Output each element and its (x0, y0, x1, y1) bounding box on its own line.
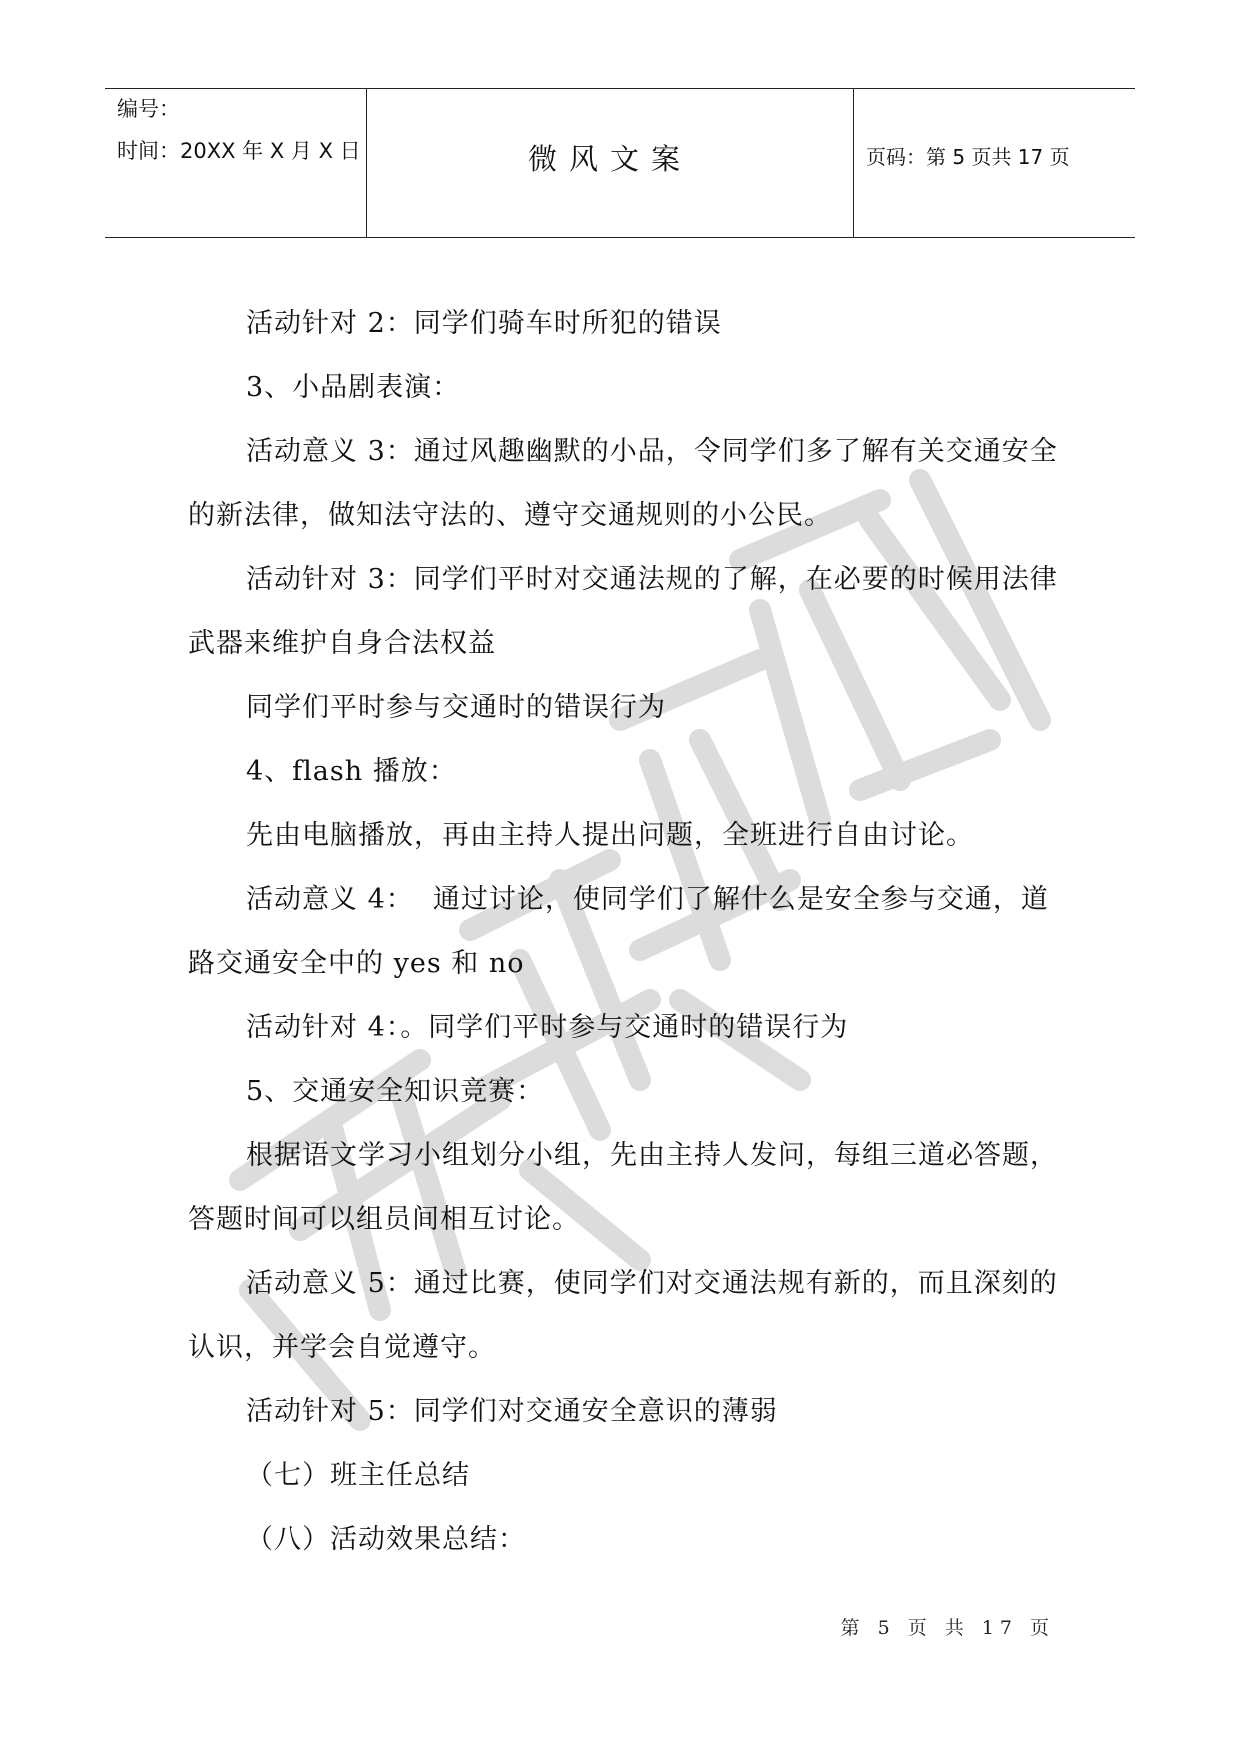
paragraph: 5、交通安全知识竞赛： (246, 1076, 545, 1107)
paragraph: 活动意义 4： 通过讨论，使同学们了解什么是安全参与交通，道路交通安全中的 yes 和 no (188, 884, 1049, 979)
paragraph: （七）班主任总结 (246, 1460, 470, 1491)
paragraph: 活动针对 3：同学们平时对交通法规的了解，在必要的时候用法律武器来维护自身合法权益 (188, 564, 1058, 659)
page-footer: 第 5 页 共 17 页 (840, 1617, 1055, 1639)
paragraph: 活动意义 5：通过比赛，使同学们对交通法规有新的，而且深刻的认识，并学会自觉遵守。 (188, 1268, 1058, 1363)
document-body (188, 292, 1058, 1572)
paragraph: 活动针对 2：同学们骑车时所犯的错误 (246, 308, 722, 339)
paragraph: 活动意义 3：通过风趣幽默的小品，令同学们多了解有关交通安全的新法律，做知法守法的、遵守交通规则的小公民。 (188, 436, 1058, 531)
paragraph: 同学们平时参与交通时的错误行为 (246, 692, 666, 723)
document-title: 微风文案 (527, 142, 692, 176)
paragraph: 3、小品剧表演： (246, 372, 461, 403)
paragraph: 根据语文学习小组划分小组，先由主持人发问，每组三道必答题，答题时间可以组员间相互讨论。 (188, 1140, 1058, 1235)
serial-number-label: 编号： (117, 97, 180, 121)
header-right-cell (854, 89, 1135, 237)
date-label: 时间：20XX 年 X 月 X 日 (117, 139, 361, 163)
paragraph: 活动针对 4：。同学们平时参与交通时的错误行为 (246, 1012, 849, 1043)
paragraph: （八）活动效果总结： (246, 1524, 526, 1555)
header-title-cell (367, 89, 854, 237)
page-number-label: 页码：第 5 页共 17 页 (866, 145, 1070, 169)
header-left-cell (105, 89, 367, 237)
document-header (105, 88, 1135, 238)
paragraph: 先由电脑播放，再由主持人提出问题，全班进行自由讨论。 (246, 820, 974, 851)
paragraph: 活动针对 5：同学们对交通安全意识的薄弱 (246, 1396, 778, 1427)
paragraph: 4、flash 播放： (246, 756, 457, 787)
